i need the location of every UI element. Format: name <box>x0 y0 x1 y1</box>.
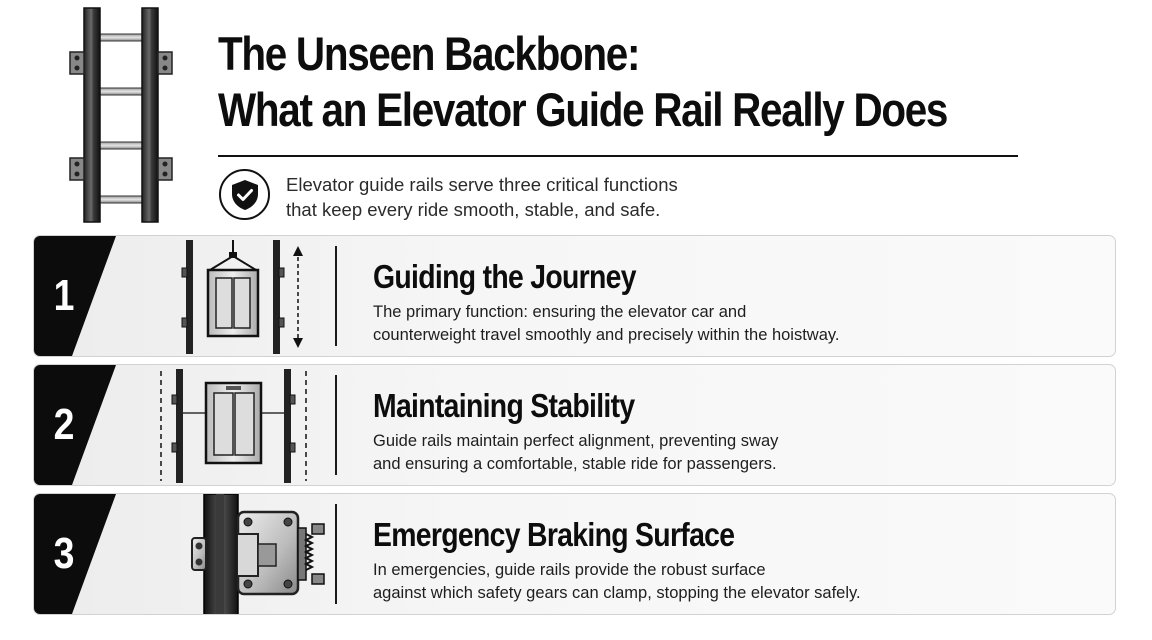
description-line-2: against which safety gears can clamp, stopping the elevator safely. <box>373 584 861 602</box>
function-number: 1 <box>53 271 75 320</box>
subtitle <box>286 172 806 222</box>
card-divider <box>335 375 337 475</box>
title-divider <box>218 155 1018 157</box>
description-line-2: counterweight travel smoothly and precisely within the hoistway. <box>373 326 840 344</box>
function-heading: Emergency Braking Surface <box>373 516 735 553</box>
description-line-1: Guide rails maintain perfect alignment, preventing sway <box>373 432 779 450</box>
shield-badge <box>219 169 270 220</box>
subtitle-line-2: that keep every ride smooth, stable, and safe. <box>286 199 661 220</box>
function-heading: Maintaining Stability <box>373 387 635 424</box>
page-title <box>218 26 975 138</box>
title-line-1: The Unseen Backbone: <box>218 27 640 80</box>
function-description <box>373 430 1073 476</box>
function-number: 2 <box>53 400 75 449</box>
card-divider <box>335 246 337 346</box>
title-line-2: What an Elevator Guide Rail Really Does <box>218 83 948 136</box>
description-line-1: The primary function: ensuring the elevator car and <box>373 303 747 321</box>
description-line-2: and ensuring a comfortable, stable ride for passengers. <box>373 455 777 473</box>
elevator-alignment-icon <box>146 365 336 486</box>
function-card-2 <box>33 364 1116 486</box>
function-heading: Guiding the Journey <box>373 258 636 295</box>
shield-check-icon <box>230 179 260 211</box>
function-card-3 <box>33 493 1116 615</box>
function-number: 3 <box>53 529 75 578</box>
guide-rail-ladder-icon <box>62 6 180 224</box>
safety-gear-clamp-icon <box>146 494 336 615</box>
card-divider <box>335 504 337 604</box>
function-description <box>373 559 1073 605</box>
subtitle-line-1: Elevator guide rails serve three critical functions <box>286 174 678 195</box>
description-line-1: In emergencies, guide rails provide the robust surface <box>373 561 766 579</box>
function-card-1 <box>33 235 1116 357</box>
function-description <box>373 301 1073 347</box>
elevator-car-travel-icon <box>146 236 336 357</box>
